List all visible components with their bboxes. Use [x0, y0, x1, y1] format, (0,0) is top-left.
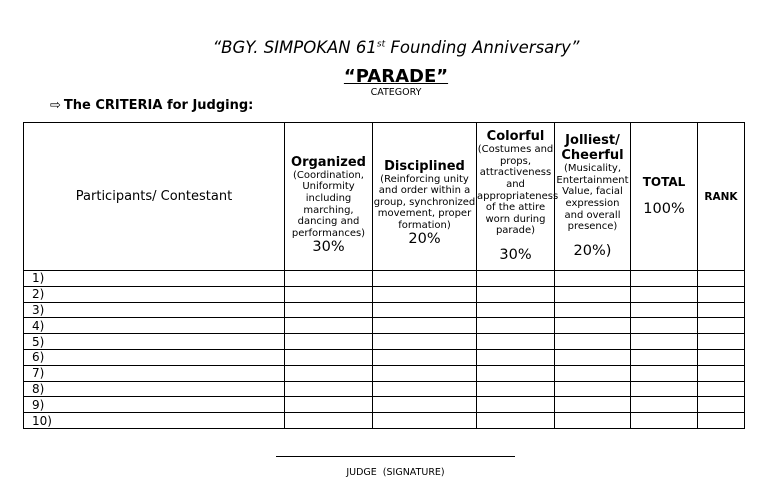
score-cell[interactable]: [477, 365, 555, 381]
table-row: [24, 286, 745, 302]
table-row: [24, 365, 745, 381]
score-cell[interactable]: [555, 365, 631, 381]
rank-cell[interactable]: [698, 302, 745, 318]
score-cell[interactable]: [477, 302, 555, 318]
table-row: [24, 349, 745, 365]
signature-line[interactable]: [276, 456, 515, 457]
score-cell[interactable]: [477, 271, 555, 287]
row-number: 7): [24, 365, 285, 381]
rank-cell[interactable]: [698, 286, 745, 302]
total-cell[interactable]: [631, 334, 698, 350]
total-cell[interactable]: [631, 286, 698, 302]
criterion-organized: [285, 123, 373, 271]
score-cell[interactable]: [555, 413, 631, 429]
total-label: TOTAL: [642, 175, 686, 189]
score-cell[interactable]: [285, 397, 373, 413]
score-cell[interactable]: [555, 271, 631, 287]
score-cell[interactable]: [555, 381, 631, 397]
score-cell[interactable]: [373, 334, 477, 350]
event-name: “PARADE”: [343, 66, 449, 87]
score-cell[interactable]: [285, 334, 373, 350]
criterion-disciplined: [373, 123, 477, 271]
rank-cell[interactable]: [698, 397, 745, 413]
row-number: 1): [24, 271, 285, 287]
right-arrow-icon: ⇨: [50, 98, 61, 113]
criterion-weight: 30%: [499, 246, 532, 263]
row-number: 8): [24, 381, 285, 397]
criteria-heading: [50, 98, 253, 113]
score-cell[interactable]: [477, 318, 555, 334]
participants-header: Participants/ Contestant: [24, 123, 285, 271]
criterion-description: (Coordination, Uniformity including marching, dancing and performances): [291, 169, 366, 239]
row-number: 2): [24, 286, 285, 302]
score-cell[interactable]: [477, 381, 555, 397]
category-label: CATEGORY: [370, 87, 422, 98]
total-cell[interactable]: [631, 365, 698, 381]
total-cell[interactable]: [631, 318, 698, 334]
table-row: [24, 271, 745, 287]
row-number: 4): [24, 318, 285, 334]
score-cell[interactable]: [477, 349, 555, 365]
total-cell[interactable]: [631, 271, 698, 287]
score-cell[interactable]: [555, 318, 631, 334]
score-cell[interactable]: [285, 365, 373, 381]
criterion-colorful: [477, 123, 559, 271]
score-cell[interactable]: [373, 397, 477, 413]
score-cell[interactable]: [285, 318, 373, 334]
document-title: “BGY. SIMPOKAN 61st Founding Anniversary”: [212, 38, 580, 57]
criteria-label: The CRITERIA for Judging:: [63, 98, 254, 113]
row-number: 3): [24, 302, 285, 318]
score-cell[interactable]: [285, 302, 373, 318]
rank-cell[interactable]: [698, 318, 745, 334]
table-row: [24, 381, 745, 397]
score-cell[interactable]: [555, 334, 631, 350]
criterion-description: (Musicality, Entertainment Value, facial expression and overall presence): [556, 163, 629, 233]
judging-table: [23, 122, 745, 429]
criterion-weight: 20%): [573, 242, 612, 259]
total-cell[interactable]: [631, 397, 698, 413]
score-cell[interactable]: [373, 286, 477, 302]
total-cell[interactable]: [631, 413, 698, 429]
score-cell[interactable]: [285, 381, 373, 397]
rank-header: RANK: [698, 123, 745, 271]
table-row: [24, 318, 745, 334]
score-cell[interactable]: [373, 365, 477, 381]
rank-cell[interactable]: [698, 365, 745, 381]
criterion-name: Jolliest/ Cheerful: [561, 133, 624, 164]
score-cell[interactable]: [373, 349, 477, 365]
rank-cell[interactable]: [698, 334, 745, 350]
score-cell[interactable]: [285, 286, 373, 302]
score-cell[interactable]: [285, 271, 373, 287]
score-cell[interactable]: [373, 271, 477, 287]
score-cell[interactable]: [555, 302, 631, 318]
score-cell[interactable]: [373, 381, 477, 397]
signature-label: JUDGE (SIGNATURE): [346, 467, 445, 478]
score-cell[interactable]: [555, 286, 631, 302]
criterion-jolliest: [555, 123, 631, 271]
row-number: 10): [24, 413, 285, 429]
score-cell[interactable]: [477, 397, 555, 413]
criterion-weight: 30%: [312, 239, 345, 256]
criterion-description: (Costumes and props, attractiveness and appropriateness of the attire worn during parade): [477, 144, 559, 237]
table-row: [24, 334, 745, 350]
criterion-name: Colorful: [486, 129, 545, 145]
rank-cell[interactable]: [698, 271, 745, 287]
score-cell[interactable]: [373, 302, 477, 318]
total-cell[interactable]: [631, 381, 698, 397]
score-cell[interactable]: [555, 397, 631, 413]
score-cell[interactable]: [555, 349, 631, 365]
score-cell[interactable]: [285, 349, 373, 365]
score-cell[interactable]: [477, 334, 555, 350]
table-row: [24, 413, 745, 429]
score-cell[interactable]: [373, 318, 477, 334]
row-number: 9): [24, 397, 285, 413]
score-cell[interactable]: [477, 286, 555, 302]
rank-cell[interactable]: [698, 349, 745, 365]
score-cell[interactable]: [373, 413, 477, 429]
header-row: [24, 123, 745, 271]
criterion-weight: 20%: [408, 231, 441, 248]
total-cell[interactable]: [631, 349, 698, 365]
rank-cell[interactable]: [698, 413, 745, 429]
score-cell[interactable]: [477, 413, 555, 429]
total-weight: 100%: [643, 201, 685, 217]
row-number: 6): [24, 349, 285, 365]
score-cell[interactable]: [285, 413, 373, 429]
rank-cell[interactable]: [698, 381, 745, 397]
criterion-name: Disciplined: [384, 158, 465, 174]
table-row: [24, 397, 745, 413]
criterion-name: Organized: [291, 154, 366, 170]
row-number: 5): [24, 334, 285, 350]
table-row: [24, 302, 745, 318]
total-header: [631, 123, 698, 271]
criterion-description: (Reinforcing unity and order within a group, synchronized movement, proper formation): [373, 173, 476, 231]
total-cell[interactable]: [631, 302, 698, 318]
